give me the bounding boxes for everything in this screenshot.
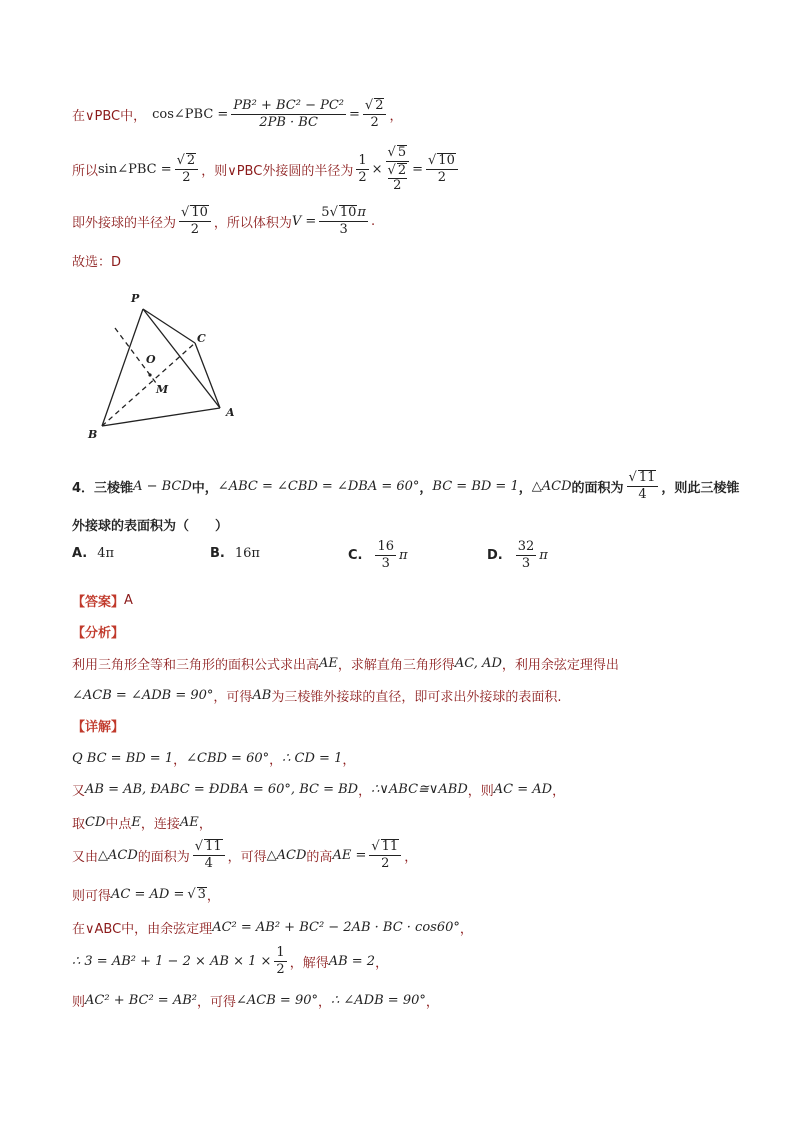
text: ， bbox=[198, 817, 212, 832]
numerator: √ 5 bbox=[386, 145, 410, 162]
fraction bbox=[363, 98, 387, 130]
formula: Q BC = BD = 1 bbox=[72, 751, 174, 766]
answer-value: A bbox=[124, 593, 133, 608]
detail-line-4 bbox=[72, 839, 417, 871]
formula: ∠ACB = 90° bbox=[236, 993, 318, 1008]
formula: CD bbox=[85, 815, 106, 830]
text: . bbox=[370, 213, 376, 229]
option-label: D. bbox=[487, 548, 503, 563]
fraction: $\frac{1}{2}$ bbox=[276, 945, 285, 977]
text: 为三棱锥外接球的直径，即可求出外接球的表面积. bbox=[271, 690, 562, 705]
detail-line-3 bbox=[72, 813, 212, 832]
text: ，可得 bbox=[213, 690, 253, 705]
formula: AC = AD bbox=[493, 782, 553, 797]
text: ， bbox=[342, 753, 356, 768]
option-label: C. bbox=[348, 548, 363, 563]
text: 中点 bbox=[105, 817, 132, 832]
formula: AC = AD = bbox=[111, 887, 185, 902]
solution-line-sin bbox=[72, 145, 461, 193]
numerator: 1 bbox=[358, 152, 367, 168]
formula: AB = AB, ÐABC = ÐDBA = 60°, BC = BD bbox=[85, 782, 359, 797]
formula: ∴ CD = 1 bbox=[282, 751, 343, 766]
formula: △ACD bbox=[266, 847, 307, 863]
text: ， bbox=[425, 995, 439, 1010]
text: 的高 bbox=[306, 849, 333, 865]
choice-line: 故选：D bbox=[72, 255, 122, 270]
formula: ∠CBD = 60° bbox=[186, 751, 270, 766]
detail-line-2 bbox=[72, 780, 565, 799]
fraction bbox=[175, 153, 199, 185]
fraction bbox=[319, 205, 368, 237]
option-b[interactable] bbox=[210, 546, 260, 561]
denominator: 3 bbox=[339, 222, 348, 237]
detail-line-6 bbox=[72, 918, 473, 937]
detail-line-8 bbox=[72, 991, 439, 1010]
text: 则 bbox=[72, 995, 86, 1010]
analysis-heading bbox=[72, 622, 124, 641]
text: ， bbox=[206, 889, 220, 904]
text: ，则∨PBC外接圆的半径为 bbox=[201, 163, 354, 179]
detail-line-7 bbox=[72, 946, 388, 977]
denominator: 2 bbox=[437, 170, 447, 185]
formula: sin∠PBC = bbox=[98, 161, 172, 177]
formula: ∴ 3 = AB² + 1 − 2 × AB × 1 × bbox=[72, 954, 272, 969]
text: ， bbox=[552, 784, 566, 799]
text: 中， bbox=[191, 480, 218, 496]
option-value: 4π bbox=[97, 546, 115, 561]
text: ，则 bbox=[467, 784, 494, 799]
formula: E bbox=[131, 815, 141, 830]
numerator: √ 11 bbox=[627, 470, 659, 487]
fraction: $\frac{32}{3}$ bbox=[517, 539, 535, 571]
label-a: A bbox=[226, 406, 235, 419]
text: ， bbox=[518, 480, 532, 496]
fraction bbox=[386, 145, 410, 193]
text: 的面积为 bbox=[571, 480, 624, 496]
text: 取 bbox=[72, 817, 86, 832]
denominator: 2PB · BC bbox=[259, 114, 319, 130]
fraction bbox=[426, 153, 458, 185]
text: ，则此三棱锥 bbox=[661, 480, 740, 496]
label-c: C bbox=[197, 332, 206, 345]
text: ， bbox=[419, 480, 433, 496]
equals: = bbox=[412, 161, 423, 177]
fraction bbox=[231, 99, 346, 130]
solution-line-cos bbox=[72, 98, 403, 130]
label-p: P bbox=[131, 292, 140, 305]
text: 在∨ABC中，由余弦定理 bbox=[72, 922, 213, 937]
detail-line-5 bbox=[72, 885, 220, 904]
fraction bbox=[627, 470, 659, 502]
denominator: √ 2 2 bbox=[387, 163, 407, 193]
denominator: 2 bbox=[182, 170, 191, 185]
formula: V = bbox=[291, 213, 317, 229]
text: 三棱锥 bbox=[94, 480, 134, 496]
formula: cos∠PBC = bbox=[152, 106, 229, 122]
fraction bbox=[356, 154, 368, 185]
formula: AE bbox=[319, 656, 338, 671]
formula: √ 3 bbox=[187, 887, 206, 902]
solution-line-volume bbox=[72, 205, 375, 237]
formula: AE bbox=[179, 815, 199, 830]
fraction: $\frac{√ 11}{4}$ bbox=[193, 839, 225, 871]
numerator: √ 2 bbox=[175, 153, 199, 170]
text: ， bbox=[459, 922, 473, 937]
edge-ca bbox=[195, 343, 220, 408]
formula: △ACD bbox=[98, 847, 138, 863]
numerator: √ 2 bbox=[363, 98, 387, 115]
formula: ∴ ∠ADB = 90° bbox=[331, 993, 426, 1008]
option-value: π bbox=[539, 548, 548, 563]
formula: ∠ACB = ∠ADB = 90° bbox=[72, 688, 214, 703]
label-m: M bbox=[156, 383, 169, 396]
formula: AC² + BC² = AB² bbox=[85, 993, 197, 1008]
analysis-line-1 bbox=[72, 654, 619, 673]
option-label: A. bbox=[72, 546, 88, 561]
denominator: 4 bbox=[638, 487, 647, 502]
formula: ∴∨ABC≅∨ABD bbox=[371, 782, 468, 797]
text: 利用三角形全等和三角形的面积公式求出高 bbox=[72, 658, 320, 673]
tetrahedron-figure bbox=[80, 288, 260, 448]
text: 又 bbox=[72, 784, 86, 799]
fraction: $\frac{16}{3}$ bbox=[377, 539, 395, 571]
text: 在∨PBC中， bbox=[72, 108, 147, 124]
text: ， bbox=[375, 956, 389, 971]
numerator: 5√ 10π bbox=[321, 205, 366, 220]
formula: AC² = AB² + BC² − 2AB · BC · cos60° bbox=[212, 920, 460, 935]
question-number: 4． bbox=[72, 480, 95, 496]
formula: AB bbox=[252, 688, 272, 703]
question-4-line2: 外接球的表面积为（ ） bbox=[72, 519, 229, 534]
denominator: 2 bbox=[190, 222, 200, 237]
denominator: 2 bbox=[370, 115, 379, 130]
text: ， bbox=[317, 995, 331, 1010]
analysis-bracket: 【分析】 bbox=[72, 626, 125, 641]
text: 则可得 bbox=[72, 889, 112, 904]
formula: AC, AD bbox=[454, 656, 502, 671]
text: ， bbox=[358, 784, 372, 799]
answer-line bbox=[72, 591, 133, 610]
text: 又由 bbox=[72, 849, 99, 865]
point-m bbox=[148, 373, 151, 376]
detail-line-1 bbox=[72, 749, 355, 768]
text: ，利用余弦定理得出 bbox=[501, 658, 619, 673]
text: ， bbox=[269, 753, 283, 768]
option-label: B. bbox=[210, 546, 225, 561]
option-a[interactable] bbox=[72, 546, 114, 561]
text: ，解得 bbox=[289, 956, 329, 971]
text: ， bbox=[404, 849, 418, 865]
text: 所以 bbox=[72, 163, 99, 179]
text: ，可得 bbox=[227, 849, 267, 865]
numerator: PB² + BC² − PC² bbox=[233, 97, 344, 113]
text: ，连接 bbox=[140, 817, 180, 832]
edge-pb bbox=[102, 309, 143, 426]
formula: A − BCD bbox=[133, 478, 192, 494]
edge-ba bbox=[102, 408, 220, 426]
label-o: O bbox=[146, 353, 156, 366]
formula: AE = bbox=[332, 847, 367, 863]
formula: △ACD bbox=[531, 478, 572, 494]
times: × bbox=[371, 161, 383, 177]
option-value: 16π bbox=[234, 546, 260, 561]
text: 即外接球的半径为 bbox=[72, 215, 177, 231]
option-c[interactable] bbox=[348, 540, 408, 571]
answer-bracket: 【答案】 bbox=[72, 595, 125, 610]
detail-bracket: 【详解】 bbox=[72, 720, 125, 735]
text: ，求解直角三角形得 bbox=[337, 658, 455, 673]
formula: BC = BD = 1 bbox=[432, 478, 519, 494]
analysis-line-2 bbox=[72, 686, 562, 705]
text: ， bbox=[173, 753, 187, 768]
formula: ∠ABC = ∠CBD = ∠DBA = 60° bbox=[217, 478, 420, 494]
formula: AB = 2 bbox=[328, 954, 376, 969]
denominator: 2 bbox=[358, 169, 367, 185]
text: 的面积为 bbox=[137, 849, 190, 865]
equals: = bbox=[349, 106, 360, 122]
fraction: $\frac{√ 11}{2}$ bbox=[369, 839, 401, 871]
detail-heading bbox=[72, 716, 124, 735]
text: ，所以体积为 bbox=[213, 215, 292, 231]
numerator: √ 10 bbox=[179, 205, 211, 222]
label-b: B bbox=[88, 428, 98, 441]
fraction bbox=[179, 205, 211, 237]
option-d[interactable] bbox=[487, 540, 548, 571]
option-value: π bbox=[399, 548, 408, 563]
question-4 bbox=[72, 470, 739, 502]
text: ， bbox=[389, 108, 403, 124]
numerator: √ 10 bbox=[426, 153, 458, 170]
text: ，可得 bbox=[196, 995, 236, 1010]
edge-pc bbox=[143, 309, 195, 343]
